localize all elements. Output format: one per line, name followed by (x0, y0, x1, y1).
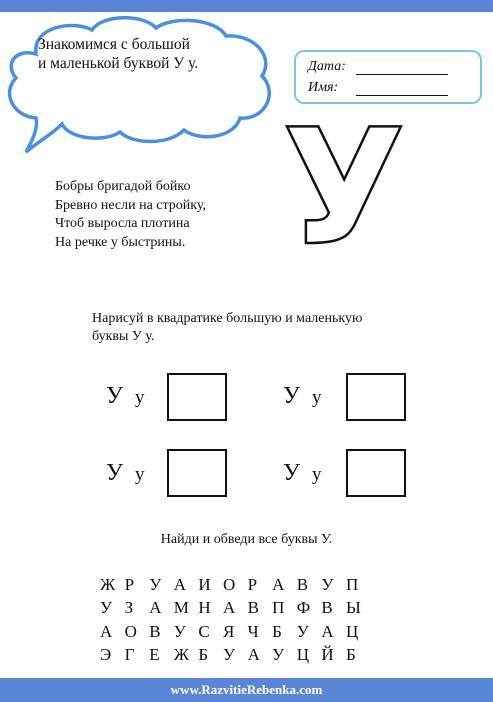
poem-line: На речке у быстрины. (55, 234, 186, 250)
grid-letter[interactable]: Р (247, 574, 258, 594)
drawing-box[interactable] (346, 373, 406, 421)
poem (55, 178, 275, 252)
grid-letter[interactable]: Н (198, 598, 211, 618)
grid-letter[interactable]: М (173, 598, 189, 618)
grid-letter[interactable]: А (149, 598, 162, 618)
date-field-line[interactable] (356, 62, 448, 75)
grid-letter[interactable]: У (296, 621, 309, 641)
letter-pair (106, 460, 145, 487)
grid-letter[interactable]: Я (222, 621, 235, 641)
grid-letter[interactable]: Э (100, 645, 112, 665)
grid-letter[interactable]: Ы (345, 598, 361, 618)
grid-letter[interactable]: С (198, 621, 210, 641)
grid-letter[interactable]: Б (272, 621, 282, 641)
grid-letter[interactable]: П (272, 598, 285, 618)
grid-letter[interactable]: В (247, 598, 259, 618)
date-label: Дата: (308, 59, 346, 74)
grid-letter[interactable]: У (173, 621, 186, 641)
grid-letter[interactable]: У (222, 645, 236, 665)
grid-letter[interactable]: Ж (173, 645, 190, 665)
grid-letter[interactable]: А (173, 574, 187, 594)
grid-letter[interactable]: Й (321, 645, 334, 665)
top-bar (0, 0, 493, 12)
lower-letter: у (135, 464, 145, 485)
outline-letter-u (280, 123, 408, 273)
outline-letter-text: У (282, 123, 406, 273)
name-row (308, 80, 448, 96)
upper-letter: У (106, 460, 123, 486)
lower-letter: у (135, 387, 145, 408)
grid-row (100, 620, 371, 644)
date-name-box (294, 50, 482, 104)
grid-letter[interactable]: В (296, 574, 309, 594)
letter-pair (106, 383, 145, 410)
letter-pair (283, 383, 322, 410)
grid-letter[interactable]: А (247, 645, 260, 665)
grid-letter[interactable]: В (149, 621, 161, 641)
grid-letter[interactable]: З (124, 598, 134, 618)
grid-letter[interactable]: Ч (247, 621, 259, 641)
grid-letter[interactable]: У (272, 645, 285, 665)
grid-row (100, 597, 371, 621)
poem-line: Чтоб выросла плотина (55, 216, 190, 231)
upper-letter: У (106, 383, 123, 409)
letter-pair (283, 460, 322, 487)
grid-letter[interactable]: А (321, 621, 334, 641)
grid-letter[interactable]: Б (345, 645, 356, 665)
upper-letter: У (283, 383, 300, 409)
bubble-text (38, 35, 263, 73)
grid-letter[interactable]: У (149, 574, 162, 594)
drawing-box[interactable] (346, 449, 406, 497)
grid-row (100, 644, 371, 668)
draw-instruction-line-2: буквы У у. (92, 329, 155, 344)
grid-letter[interactable]: О (124, 621, 137, 641)
grid-letter[interactable]: Е (149, 645, 160, 665)
bubble-line-1: Знакомимся с большой (38, 36, 190, 53)
poem-line: Бобры бригадой бойко (55, 179, 191, 194)
lower-letter: у (312, 387, 322, 408)
grid-letter[interactable]: Ф (296, 598, 311, 618)
date-row (308, 59, 448, 75)
drawing-box[interactable] (167, 373, 227, 421)
grid-letter[interactable]: О (222, 574, 236, 594)
grid-letter[interactable]: Р (124, 574, 135, 594)
letter-grid (100, 573, 371, 667)
grid-letter[interactable]: П (345, 574, 359, 594)
poem-line: Бревно несли на стройку, (55, 197, 207, 213)
grid-row (100, 573, 371, 597)
grid-letter[interactable]: Ц (296, 645, 310, 665)
grid-letter[interactable]: В (321, 598, 333, 618)
drawing-box[interactable] (167, 449, 227, 497)
grid-letter[interactable]: Ж (100, 574, 116, 594)
name-label: Имя: (308, 80, 339, 95)
find-instruction: Найди и обведи все буквы У. (160, 532, 333, 547)
grid-letter[interactable]: А (100, 621, 113, 641)
grid-letter[interactable]: Г (124, 645, 135, 665)
grid-letter[interactable]: И (198, 574, 211, 594)
grid-letter[interactable]: А (222, 598, 236, 618)
bubble-line-2: и маленькой буквой У у. (38, 55, 199, 72)
grid-letter[interactable]: Б (198, 645, 209, 665)
grid-letter[interactable]: У (100, 598, 113, 618)
grid-letter[interactable]: А (272, 574, 285, 594)
grid-letter[interactable]: Ц (345, 621, 359, 641)
draw-instruction (92, 310, 452, 346)
lower-letter: у (312, 464, 322, 485)
grid-letter[interactable]: У (321, 574, 334, 594)
draw-instruction-line-1: Нарисуй в квадратике большую и маленькую (92, 311, 363, 326)
footer-site-link[interactable]: www.RazvitieRebenka.com (170, 682, 323, 697)
upper-letter: У (283, 460, 300, 486)
name-field-line[interactable] (356, 83, 448, 96)
footer-bar (0, 678, 493, 702)
